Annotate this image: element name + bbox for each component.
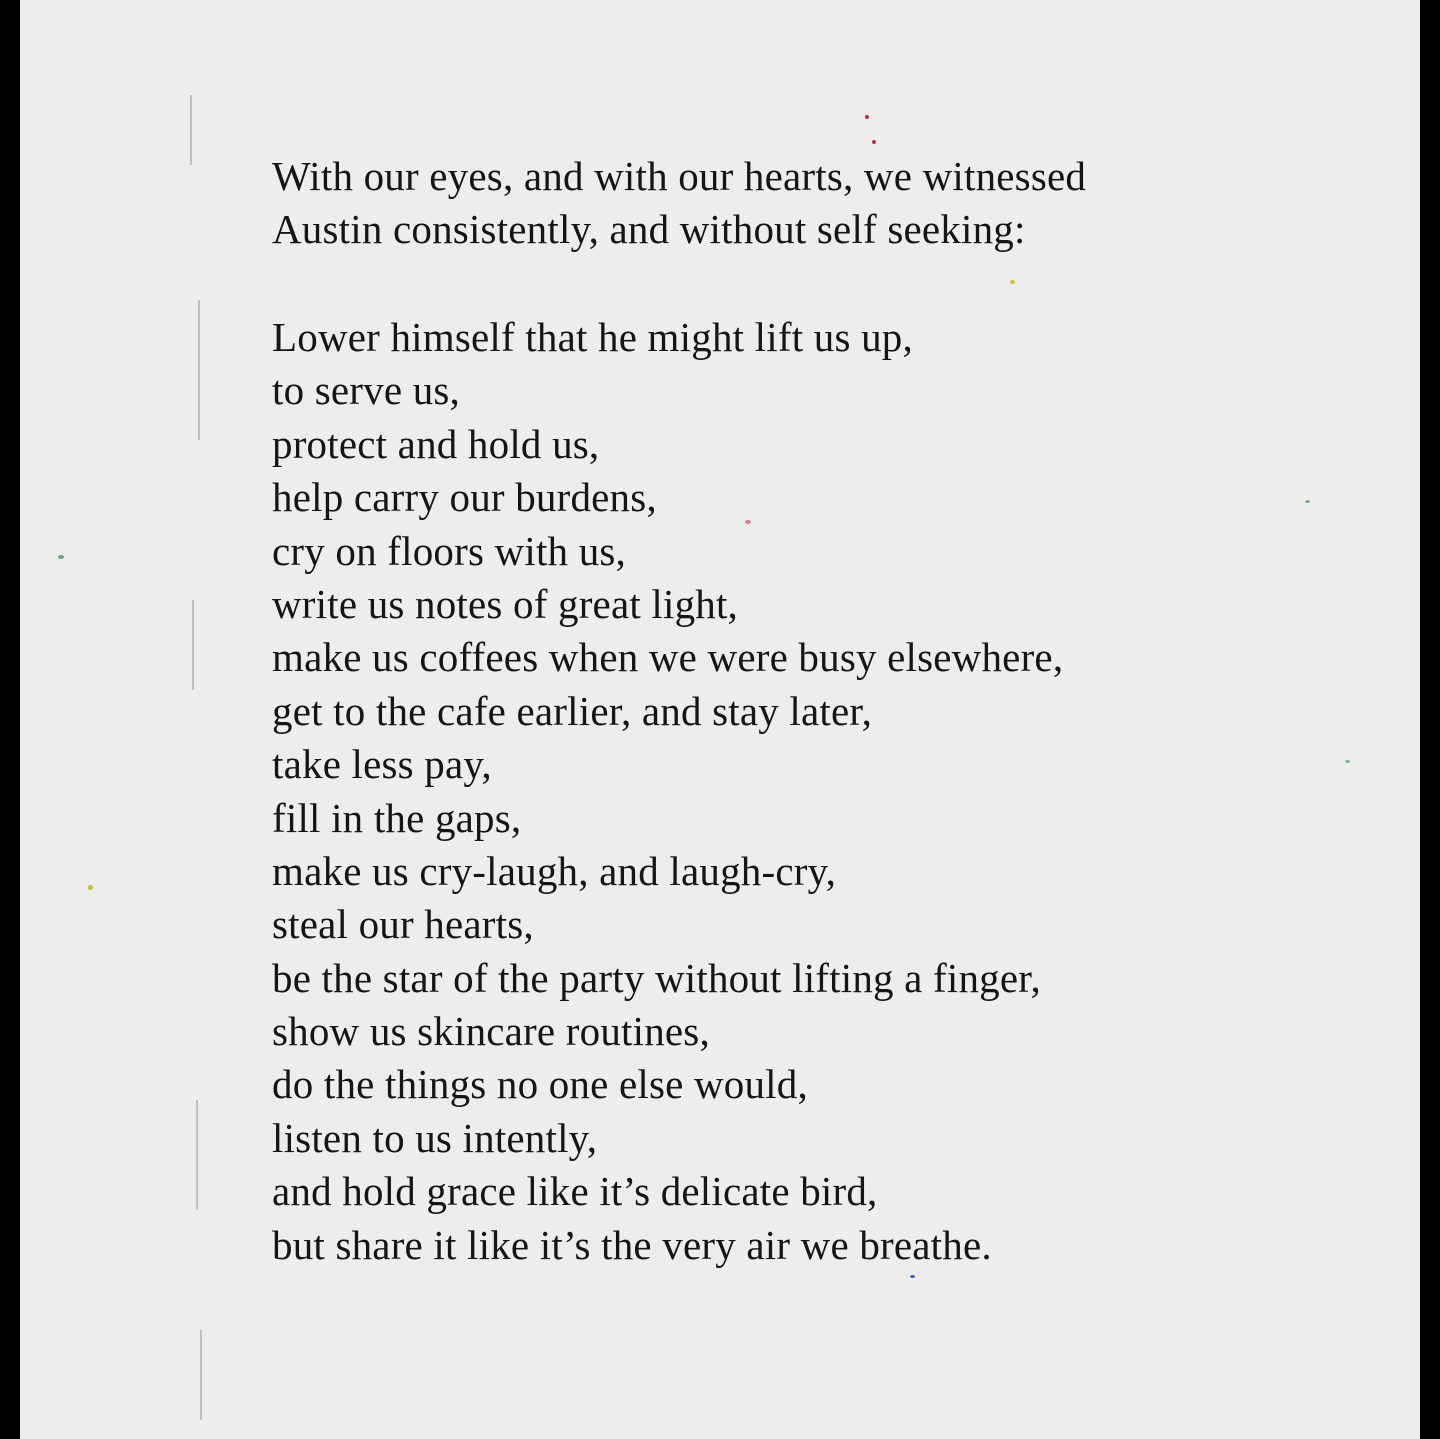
speckle [872,140,876,144]
poem-line: cry on floors with us, [272,527,627,574]
poem-line: make us coffees when we were busy elsewhere, [272,634,1064,681]
speckle [865,115,869,119]
poem-stanza [272,311,1272,1272]
poem [272,150,1272,1272]
intro-line: With our eyes, and with our hearts, we witnessed [272,153,1087,199]
scratch-mark [200,1330,202,1420]
speckle [1345,760,1350,763]
poem-line: make us cry-laugh, and laugh-cry, [272,847,837,894]
intro-line: Austin consistently, and without self seeking: [272,206,1026,252]
poem-line: listen to us intently, [272,1114,598,1161]
poem-line: write us notes of great light, [272,580,739,627]
paper-sheet [20,0,1420,1439]
poem-intro [272,150,1272,256]
poem-line: and hold grace like it’s delicate bird, [272,1168,878,1215]
poem-line: protect and hold us, [272,420,600,467]
poem-line: to serve us, [272,367,461,414]
poem-line: show us skincare routines, [272,1008,710,1055]
speckle [910,1275,915,1278]
poem-line: steal our hearts, [272,901,534,948]
poem-line: Lower himself that he might lift us up, [272,314,913,360]
poem-line: get to the cafe earlier, and stay later, [272,687,873,734]
poem-line: fill in the gaps, [272,794,522,841]
poem-line: do the things no one else would, [272,1061,808,1108]
scratch-mark [196,1100,198,1210]
poem-line: but share it like it’s the very air we breathe. [272,1221,992,1268]
speckle [58,555,64,559]
scratch-mark [192,600,194,690]
poem-line: help carry our burdens, [272,474,657,521]
poem-line: be the star of the party without lifting a finger, [272,954,1041,1001]
speckle [88,885,93,890]
speckle [1305,500,1310,503]
scratch-mark [190,95,192,165]
scratch-mark [198,300,200,440]
poem-line: take less pay, [272,741,492,788]
